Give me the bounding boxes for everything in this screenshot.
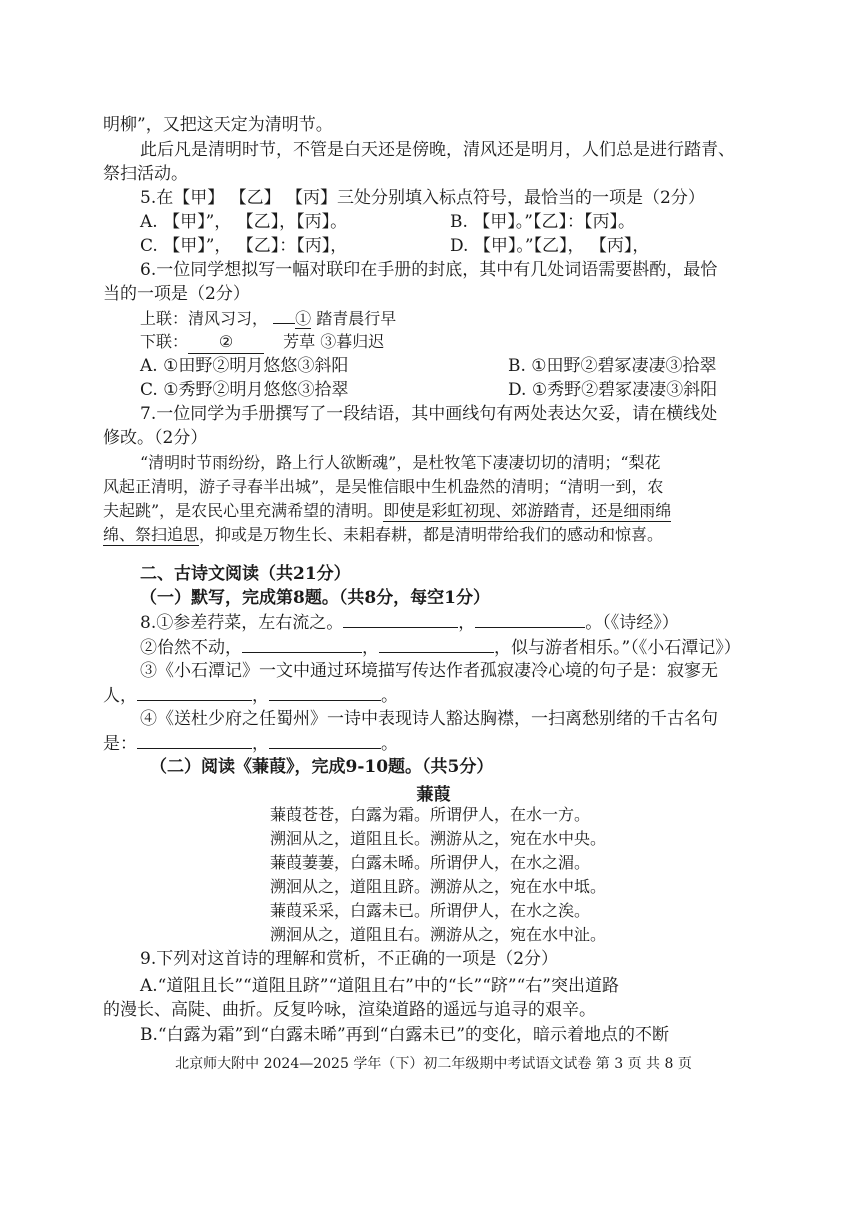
q6-option-b: B. ①田野②碧冢凄凄③拾翠	[508, 356, 717, 376]
poem-title: 蒹葭	[416, 785, 451, 805]
q7-stem-2: 修改。（2分）	[103, 428, 208, 448]
poem-line: 溯洄从之，道阻且右。溯游从之，宛在水中沚。	[270, 925, 607, 944]
q5-option-c: C. 【甲】”， 【乙】：【丙】，	[140, 236, 348, 256]
q9-option-a-2: 的漫长、高陡、曲折。反复吟咏，渲染道路的遥远与追寻的艰辛。	[103, 1000, 596, 1020]
q8-line-2-text: ②佁然不动，	[140, 638, 242, 658]
q7-passage-1: “清明时节雨纷纷，路上行人欲断魂”，是杜牧笔下凄凄切切的清明；“梨花	[140, 453, 661, 472]
poem-line: 蒹葭萋萋，白露未晞。所谓伊人，在水之湄。	[270, 853, 591, 872]
couplet-upper	[140, 307, 396, 330]
couplet-upper-rest: 踏青晨行早	[316, 309, 397, 328]
q8-answer-blank-1[interactable]	[343, 611, 458, 628]
q8-line-1-sep: ，	[458, 613, 476, 633]
q8-line-6-end: 。	[381, 734, 398, 754]
q8-answer-blank-4[interactable]	[379, 636, 494, 653]
q8-line-3: ③《小石潭记》一文中通过环境描写传达作者孤寂凄冷心境的句子是：寂寥无	[140, 661, 718, 681]
q7-passage-3	[103, 500, 671, 522]
q5-option-a: A. 【甲】”， 【乙】，【丙】。	[140, 212, 348, 232]
q7-passage-4-rest: ，抑或是万物生长、耒耜春耕，都是清明带给我们的感动和惊喜。	[199, 525, 664, 544]
couplet-lower-label: 下联：	[140, 332, 189, 351]
section-2-title: 二、古诗文阅读（共21分）	[140, 564, 351, 584]
q8-line-4	[103, 684, 398, 707]
q8-answer-blank-7[interactable]	[137, 732, 252, 749]
q8-line-4-end: 。	[381, 686, 398, 706]
q5-stem: 5.在【甲】 【乙】 【丙】三处分别填入标点符号，最恰当的一项是（2分）	[140, 188, 705, 208]
q8-line-5: ④《送杜少府之任蜀州》一诗中表现诗人豁达胸襟，一扫离愁别绪的千古名句	[140, 709, 718, 729]
q7-passage-4	[103, 524, 663, 546]
q8-line-4-sep: ，	[252, 686, 269, 706]
intro-line-3: 祭扫活动。	[103, 164, 188, 184]
q6-option-a: A. ①田野②明月悠悠③斜阳	[140, 356, 349, 376]
couplet-blank-2-num: ②	[218, 332, 234, 351]
q8-line-2	[140, 636, 741, 659]
section-2-sub-1: （一）默写，完成第8题。（共8分，每空1分）	[140, 588, 490, 608]
page-footer: 北京师大附中 2024—2025 学年（下）初二年级期中考试语文试卷 第 3 页 共 8 页	[175, 1056, 692, 1072]
q8-answer-blank-5[interactable]	[137, 684, 252, 701]
q8-line-6-text: 是：	[103, 734, 137, 754]
q9-option-b-1: B.“白露为霜”到“白露未晞”再到“白露未已”的变化，暗示着地点的不断	[140, 1025, 670, 1045]
intro-line-2: 此后凡是清明时节，不管是白天还是傍晚，清风还是明月，人们总是进行踏青、	[140, 140, 735, 160]
couplet-upper-label: 上联：清风习习，	[140, 309, 269, 328]
couplet-blank-1-num: ①	[295, 309, 312, 328]
q8-line-1	[140, 611, 679, 634]
q8-answer-blank-6[interactable]	[269, 684, 381, 701]
poem-line: 溯洄从之，道阻且跻。溯游从之，宛在水中坻。	[270, 877, 607, 896]
q8-answer-blank-3[interactable]	[242, 636, 362, 653]
q8-line-1-text: 8.①参差荇菜，左右流之。	[140, 613, 344, 633]
couplet-blank-1-left	[273, 307, 295, 324]
q7-passage-2: 风起正清明，游子寻春半出城”，是吴惟信眼中生机盎然的清明；“清明一到，农	[103, 477, 664, 496]
q8-line-2-sep: ，	[362, 638, 379, 658]
q8-line-4-text: 人，	[103, 686, 137, 706]
q7-stem-1: 7.一位同学为手册撰写了一段结语，其中画线句有两处表达欠妥，请在横线处	[140, 404, 718, 424]
q8-line-6-sep: ，	[252, 734, 269, 754]
couplet-blank-2	[188, 331, 264, 354]
q6-option-d: D. ①秀野②碧冢凄凄③斜阳	[508, 380, 718, 400]
q9-option-a-1: A.“道阻且长”“道阻且跻”“道阻且右”中的“长”“跻”“右”突出道路	[140, 976, 619, 996]
couplet-lower-mid: 芳草	[283, 332, 316, 351]
couplet-lower-rest: 暮归迟	[336, 332, 385, 351]
q6-stem-1: 6.一位同学想拟写一幅对联印在手册的封底，其中有几处词语需要斟酌，最恰	[140, 260, 718, 280]
couplet-blank-3-num: ③	[320, 332, 337, 351]
q9-stem: 9.下列对这首诗的理解和赏析，不正确的一项是（2分）	[140, 949, 559, 969]
q6-stem-2: 当的一项是（2分）	[103, 284, 250, 304]
q7-underlined-sentence-1: 即使是彩虹初现、郊游踏青，还是细雨绵	[383, 501, 672, 520]
q6-option-c: C. ①秀野②明月悠悠③拾翠	[140, 380, 349, 400]
q8-line-2-end: ，似与游者相乐。”（《小石潭记》）	[494, 638, 741, 658]
q7-underlined-sentence-2: 绵、祭扫追思	[103, 525, 200, 544]
section-2-sub-2: （二）阅读《蒹葭》，完成9-10题。（共5分）	[150, 757, 494, 777]
intro-line-1: 明柳”，又把这天定为清明节。	[103, 115, 333, 135]
q8-answer-blank-2[interactable]	[475, 611, 585, 628]
q7-passage-3-text: 夫起跳”，是农民心里充满希望的清明。	[103, 501, 384, 520]
q8-line-1-end: 。（《诗经》）	[585, 613, 679, 633]
couplet-lower	[140, 331, 384, 354]
q8-line-6	[103, 732, 398, 755]
q8-answer-blank-8[interactable]	[269, 732, 381, 749]
poem-line: 蒹葭苍苍，白露为霜。所谓伊人，在水一方。	[270, 805, 591, 824]
q5-option-d: D. 【甲】。”【乙】， 【丙】，	[450, 236, 650, 256]
poem-line: 溯洄从之，道阻且长。溯游从之，宛在水中央。	[270, 829, 607, 848]
poem-line: 蒹葭采采，白露未已。所谓伊人，在水之涘。	[270, 901, 591, 920]
q5-option-b: B. 【甲】。”【乙】：【丙】。	[450, 212, 635, 232]
